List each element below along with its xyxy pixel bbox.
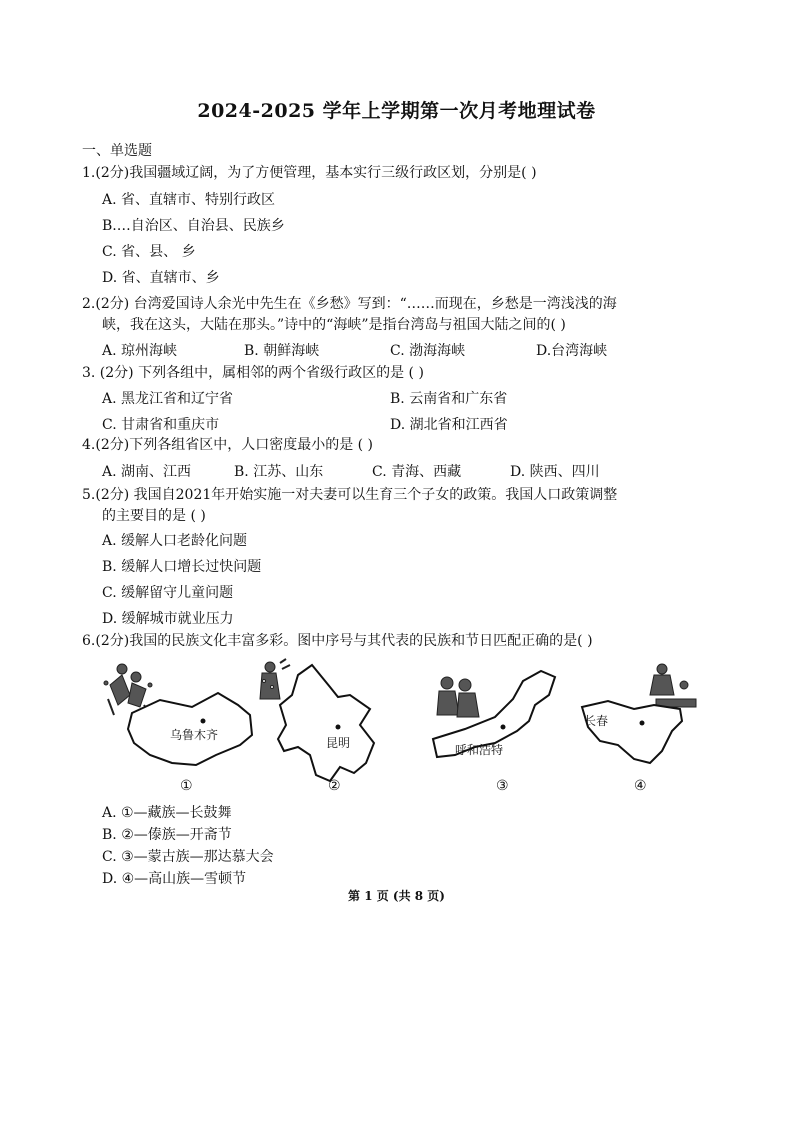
question-2-option-c: C. 渤海海峡	[390, 343, 466, 359]
question-4-option-d: D. 陕西、四川	[510, 464, 600, 480]
question-4-stem: 4.(2分)下列各组省区中，人口密度最小的是 ( )	[82, 437, 374, 453]
dancer-illustration-3	[437, 677, 479, 717]
jilin-outline	[582, 701, 682, 763]
question-2-option-d: D.台湾海峡	[536, 343, 608, 359]
question-1-option-d: D. 省、直辖市、乡	[102, 270, 220, 286]
map-2-city: 昆明	[326, 736, 351, 750]
map-1-number: ①	[180, 778, 193, 794]
yunnan-outline	[278, 665, 374, 781]
map-1-city: 乌鲁木齐	[170, 728, 219, 742]
question-3-option-c: C. 甘肃省和重庆市	[102, 417, 220, 433]
question-3-options-row2	[102, 414, 702, 432]
question-1-option-b: B.…自治区、自治县、民族乡	[102, 218, 285, 234]
dancer-illustration-4	[650, 664, 696, 707]
question-6-option-a: A. ①—藏族—长鼓舞	[102, 805, 232, 821]
question-3-option-a: A. 黑龙江省和辽宁省	[102, 391, 234, 407]
map-4-city: 长春	[584, 714, 609, 728]
question-2-options	[102, 340, 702, 358]
question-2-option-b: B. 朝鲜海峡	[244, 343, 320, 359]
question-5-stem-line1: 5.(2分) 我国自2021年开始实施一对夫妻可以生育三个子女的政策。我国人口政策调整	[82, 487, 618, 503]
question-4-option-a: A. 湖南、江西	[102, 464, 192, 480]
question-1-option-a: A. 省、直辖市、特别行政区	[102, 192, 276, 208]
ethnic-map-figure	[100, 655, 700, 800]
question-4-option-c: C. 青海、西藏	[372, 464, 462, 480]
question-3-option-b: B. 云南省和广东省	[390, 391, 508, 407]
question-2-option-a: A. 琼州海峡	[102, 343, 178, 359]
map-2-number: ②	[328, 778, 341, 794]
question-2-stem-line1: 2.(2分) 台湾爱国诗人余光中先生在《乡愁》写到：“……而现在，乡愁是一湾浅浅的海	[82, 296, 617, 312]
question-3-option-d: D. 湖北省和江西省	[390, 417, 508, 433]
map-3-city: 呼和浩特	[455, 743, 504, 757]
question-5-stem-line2: 的主要目的是 ( )	[102, 508, 206, 524]
dancer-illustration-2	[260, 659, 290, 699]
question-6-option-c: C. ③—蒙古族—那达慕大会	[102, 849, 274, 865]
question-6-option-b: B. ②—傣族—开斋节	[102, 827, 232, 843]
question-2-stem-line2: 峡，我在这头，大陆在那头。”诗中的“海峡”是指台湾岛与祖国大陆之间的( )	[102, 317, 566, 333]
question-6-option-d: D. ④—高山族—雪顿节	[102, 871, 247, 887]
question-5-option-a: A. 缓解人口老龄化问题	[102, 533, 248, 549]
section-heading: 一、单选题	[82, 143, 152, 159]
question-1-stem: 1.(2分)我国疆域辽阔，为了方便管理，基本实行三级行政区划，分别是( )	[82, 165, 537, 181]
page-title: 2024-2025 学年上学期第一次月考地理试卷	[197, 100, 596, 122]
question-6-stem: 6.(2分)我国的民族文化丰富多彩。图中序号与其代表的民族和节日匹配正确的是( )	[82, 633, 593, 649]
question-4-options	[102, 461, 702, 479]
question-5-option-b: B. 缓解人口增长过快问题	[102, 559, 262, 575]
question-5-option-d: D. 缓解城市就业压力	[102, 611, 234, 627]
map-4-number: ④	[634, 778, 647, 794]
question-1-option-c: C. 省、县、 乡	[102, 244, 196, 260]
question-5-option-c: C. 缓解留守儿童问题	[102, 585, 234, 601]
question-4-option-b: B. 江苏、山东	[234, 464, 324, 480]
question-3-stem: 3. (2分) 下列各组中，属相邻的两个省级行政区的是 ( )	[82, 365, 424, 381]
question-3-options-row1	[102, 388, 702, 406]
page-footer: 第 1 页 (共 8 页)	[348, 889, 445, 903]
map-3-number: ③	[496, 778, 509, 794]
